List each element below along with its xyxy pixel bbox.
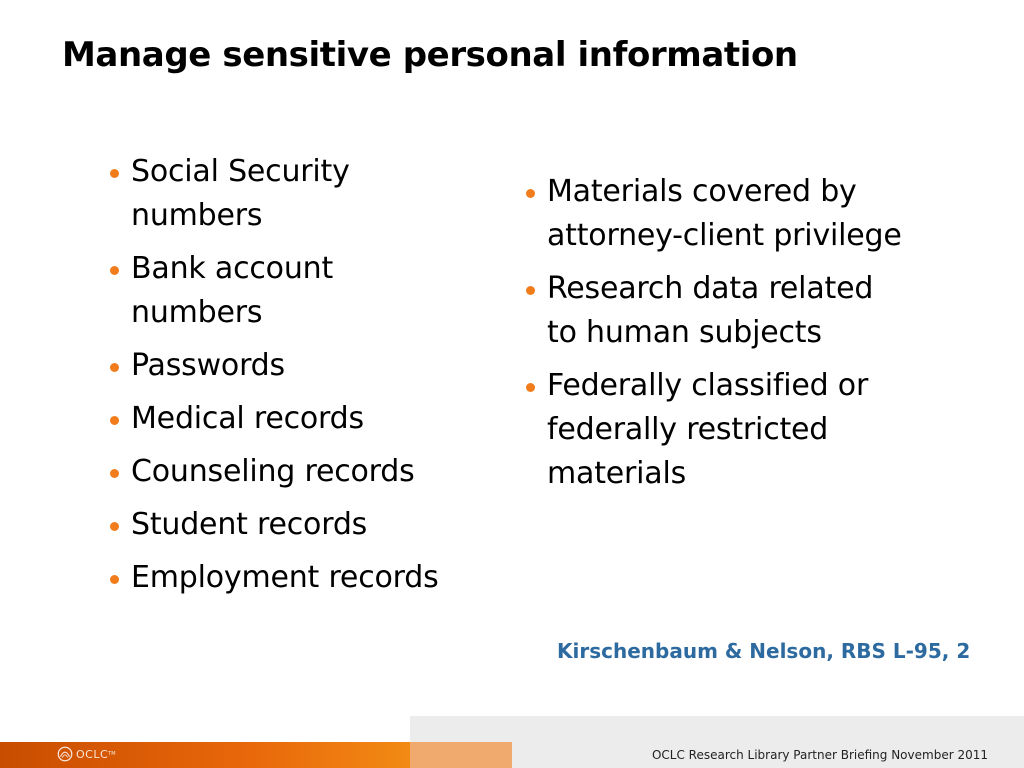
bullet-label: Employment records (131, 560, 439, 595)
footer-accent-bar (410, 742, 512, 768)
bullet-label: Social Security numbers (131, 154, 350, 233)
bullet-label: Passwords (131, 348, 285, 383)
bullet-item (524, 364, 904, 496)
slide-title: Manage sensitive personal information (62, 35, 798, 75)
bullet-icon (526, 286, 535, 295)
bullet-label: Counseling records (131, 454, 415, 489)
bullet-item (524, 267, 904, 355)
bullet-item (108, 344, 468, 388)
bullet-icon (526, 383, 535, 392)
bullet-item (108, 556, 468, 600)
oclc-logo-tm: TM (108, 751, 116, 757)
citation: Kirschenbaum & Nelson, RBS L-95, 2 (557, 639, 971, 663)
bullet-icon (526, 189, 535, 198)
bullet-icon (110, 169, 119, 178)
bullet-item (108, 450, 468, 494)
bullet-icon (110, 416, 119, 425)
footer-text: OCLC Research Library Partner Briefing November 2011 (651, 748, 988, 762)
bullet-label: Materials covered by attorney-client privilege (547, 174, 902, 253)
bullet-icon (110, 363, 119, 372)
bullet-item (108, 397, 468, 441)
bullet-label: Medical records (131, 401, 364, 436)
left-bullet-list (108, 150, 468, 609)
bullet-icon (110, 469, 119, 478)
oclc-logo (56, 743, 116, 765)
bullet-item (108, 150, 468, 238)
bullet-icon (110, 522, 119, 531)
bullet-label: Federally classified or federally restricted materials (547, 368, 869, 491)
oclc-logo-text: OCLC (76, 747, 109, 761)
bullet-item (524, 170, 904, 258)
bullet-item (108, 503, 468, 547)
right-bullet-list (524, 170, 904, 505)
bullet-icon (110, 575, 119, 584)
oclc-globe-icon (56, 745, 74, 763)
bullet-label: Research data related to human subjects (547, 271, 874, 350)
bullet-label: Student records (131, 507, 368, 542)
bullet-icon (110, 266, 119, 275)
bullet-label: Bank account numbers (131, 251, 334, 330)
bullet-item (108, 247, 468, 335)
